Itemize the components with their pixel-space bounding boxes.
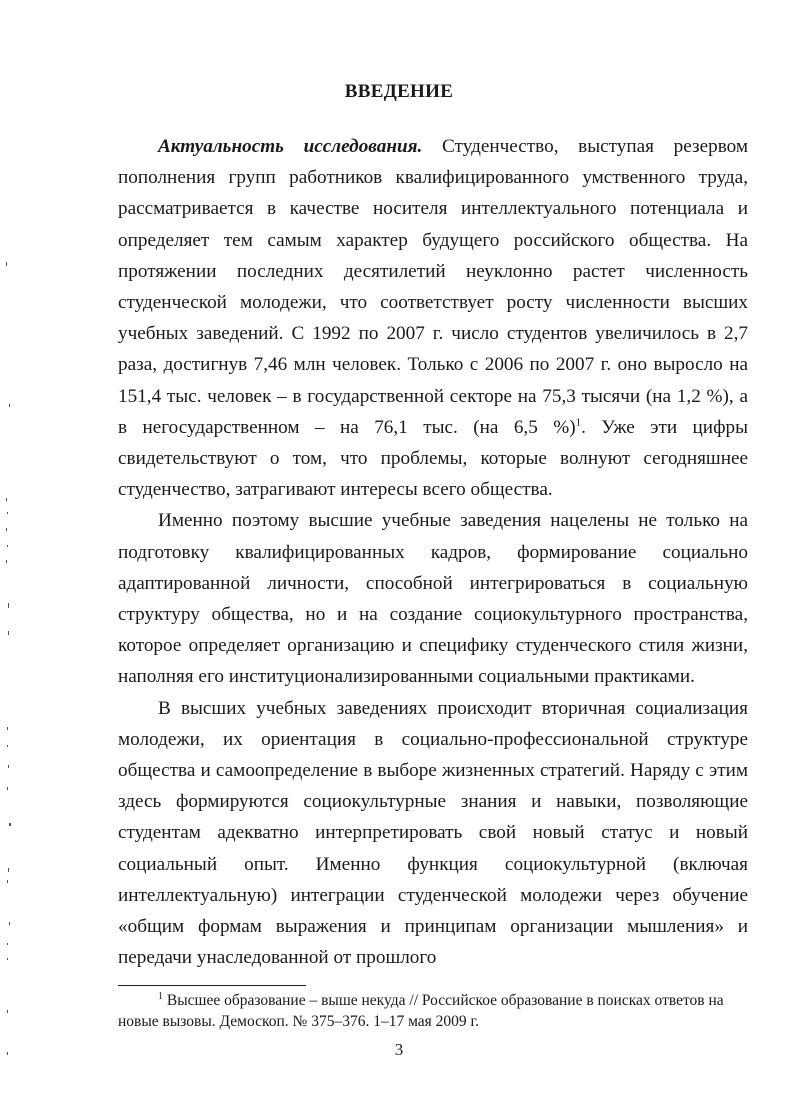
paragraph-1-text: Студенчество, выступая резервом пополнения групп работников квалифицированного умственного труда, рассматривается в качестве носителя интеллектуального потенциала и определяет тем самым характер будущего российского общества. На протяжении последних десятилетий неуклонно растет численность студенческой молодежи, что соответствует росту численности высших учебных заведений. С 1992 по 2007 г. число студентов увеличилось в 2,7 раза, достигнув 7,46 млн человек. Только с 2006 по 2007 г. оно выросло на 151,4 тыс. человек – в государственной секторе на 75,3 тысячи (на 1,2 %), а в негосударственном – на 76,1 тыс. (на 6,5 %) xyxy=(118,136,748,438)
paragraph-1-text-end: . Уже эти цифры свидетельствуют о том, что проблемы, которые волнуют сегодняшнее студенчество, затрагивают интересы всего общества. xyxy=(118,416,748,501)
page-title: ВВЕДЕНИЕ xyxy=(344,80,454,102)
scan-margin-specks xyxy=(0,0,20,1109)
paragraph-3: В высших учебных заведениях происходит вторичная социализация молодежи, их ориентация в социально-профессиональной структуре общества и самоопределение в выборе жизненных стратегий. Наряду с этим здесь формируются социокультурные знания и навыки, позволяющие студентам адекватно интерпретировать свой новый статус и новый социальный опыт. Именно функция социокультурной (включая интеллектуальную) интеграции студенческой молодежи через обучение «общим формам выражения и принципам организации мышления» и передачи унаследованной от прошлого xyxy=(118,697,748,969)
page-number: 3 xyxy=(394,1040,404,1059)
paragraph-1 xyxy=(118,131,748,505)
footnote-text: Высшее образование – выше некуда // Российское образование в поисках ответов на новые вызовы. Демоскоп. № 375–376. 1–17 мая 2009 г. xyxy=(118,992,724,1030)
lead-phrase: Актуальность исследования. xyxy=(158,136,423,157)
footnote-mark: 1 xyxy=(158,990,163,1002)
footnote-divider xyxy=(118,985,306,986)
footnote xyxy=(118,990,748,1032)
paragraph-2: Именно поэтому высшие учебные заведения нацелены не только на подготовку квалифицированных кадров, формирование социально адаптированной личности, способной интегрироваться в социальную структуру общества, но и на создание социокультурного пространства, которое определяет организацию и специфику студенческого стиля жизни, наполняя его институционализированными социальными практиками. xyxy=(118,510,748,688)
body-text xyxy=(118,131,748,973)
footnote-reference[interactable]: 1 xyxy=(575,416,582,429)
